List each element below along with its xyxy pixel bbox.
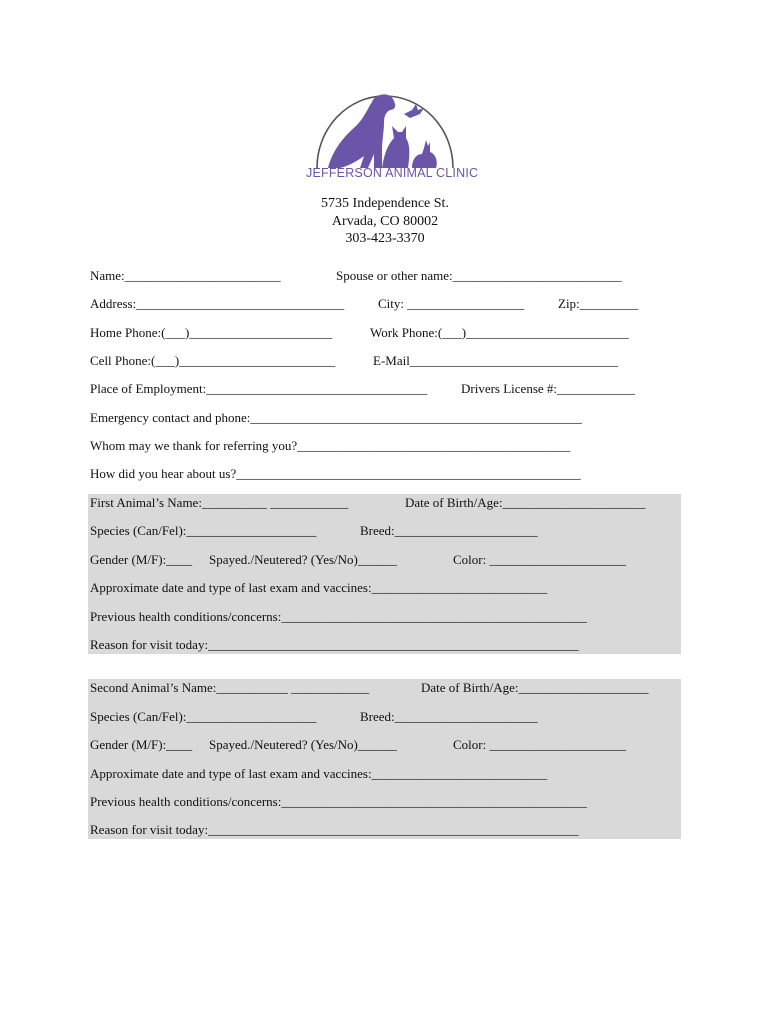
city-state-zip: Arvada, CO 80002 [331,213,439,229]
cell-phone-field[interactable]: Cell Phone:(___)________________________ [90,353,336,368]
city-field[interactable]: City: __________________ [378,296,525,311]
first-animal-color-field[interactable]: Color: _____________________ [453,552,626,567]
cat-silhouette [382,126,409,168]
second-animal-species-field[interactable]: Species (Can/Fel):____________________ [90,709,317,724]
second-animal-dob-field[interactable]: Date of Birth/Age:____________________ [421,680,649,695]
second-animal-section [88,679,681,839]
second-animal-health-field[interactable]: Previous health conditions/concerns:_______________________________________________ [90,794,587,809]
address-field[interactable]: Address:________________________________ [90,296,345,311]
first-animal-species-field[interactable]: Species (Can/Fel):____________________ [90,523,317,538]
clinic-address [260,195,510,248]
first-animal-dob-field[interactable]: Date of Birth/Age:______________________ [405,495,646,510]
street-address: 5735 Independence St. [321,196,449,211]
second-animal-breed-field[interactable]: Breed:______________________ [360,709,538,724]
second-animal-name-field[interactable]: Second Animal’s Name:___________ ____________ [90,680,370,695]
first-animal-gender-field[interactable]: Gender (M/F):____ [90,552,193,567]
spouse-field[interactable]: Spouse or other name:__________________________ [336,268,622,283]
name-field[interactable]: Name:________________________ [90,268,281,283]
clinic-phone: 303-423-3370 [345,231,425,246]
referral-field[interactable]: Whom may we thank for referring you?__________________________________________ [90,438,571,453]
second-animal-color-field[interactable]: Color: _____________________ [453,737,626,752]
first-animal-last-exam-field[interactable]: Approximate date and type of last exam and vaccines:___________________________ [90,580,548,595]
logo-text: JEFFERSON ANIMAL CLINIC [306,166,479,180]
first-animal-spayed-field[interactable]: Spayed./Neutered? (Yes/No)______ [209,552,397,567]
first-animal-breed-field[interactable]: Breed:______________________ [360,523,538,538]
emergency-contact-field[interactable]: Emergency contact and phone:___________________________________________________ [90,410,582,425]
drivers-license-field[interactable]: Drivers License #:____________ [461,381,636,396]
second-animal-gender-field[interactable]: Gender (M/F):____ [90,737,193,752]
first-animal-health-field[interactable]: Previous health conditions/concerns:_______________________________________________ [90,609,587,624]
how-heard-field[interactable]: How did you hear about us?_____________________________________________________ [90,466,581,481]
work-phone-field[interactable]: Work Phone:(___)_________________________ [370,325,629,340]
second-animal-reason-field[interactable]: Reason for visit today:_________________________________________________________ [90,822,579,837]
first-animal-section [88,494,681,654]
zip-field[interactable]: Zip:_________ [558,296,639,311]
first-animal-name-field[interactable]: First Animal’s Name:__________ ____________ [90,495,349,510]
employment-field[interactable]: Place of Employment:__________________________________ [90,381,428,396]
second-animal-last-exam-field[interactable]: Approximate date and type of last exam and vaccines:___________________________ [90,766,548,781]
home-phone-field[interactable]: Home Phone:(___)______________________ [90,325,333,340]
email-field[interactable]: E-Mail________________________________ [373,353,618,368]
first-animal-reason-field[interactable]: Reason for visit today:_________________________________________________________ [90,637,579,652]
rabbit-silhouette [412,140,437,168]
second-animal-spayed-field[interactable]: Spayed./Neutered? (Yes/No)______ [209,737,397,752]
